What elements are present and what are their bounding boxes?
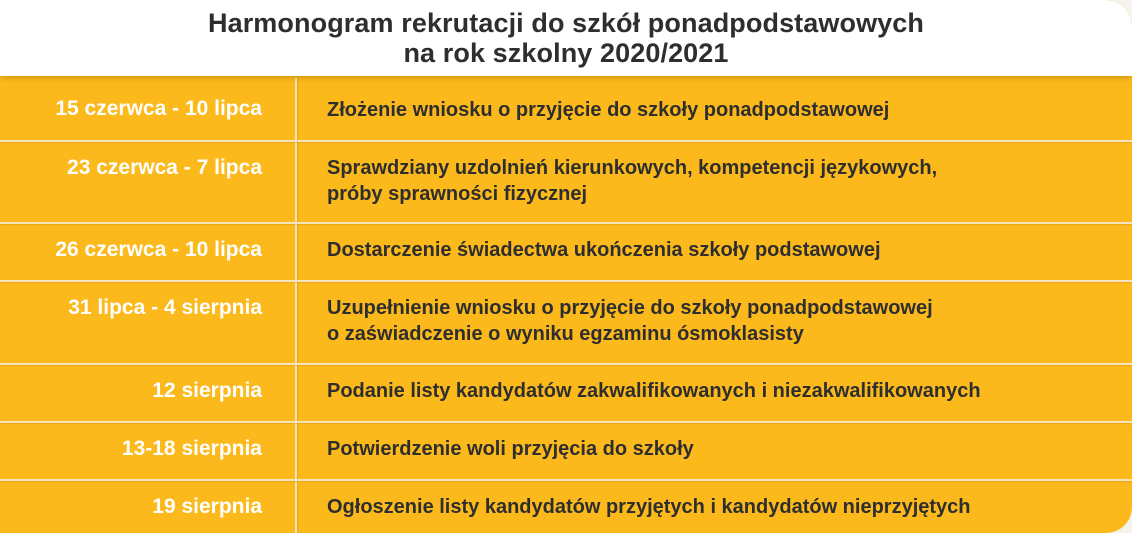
row-date: 12 sierpnia: [152, 379, 262, 402]
row-date: 31 lipca - 4 sierpnia: [68, 296, 262, 319]
row-description: Sprawdziany uzdolnień kierunkowych, kompetencji językowych, próby sprawności fizycznej: [327, 157, 938, 205]
table-row: [0, 78, 1132, 140]
table-row: [0, 142, 1132, 222]
row-description: Złożenie wniosku o przyjęcie do szkoły ponadpodstawowej: [327, 99, 890, 121]
row-date: 26 czerwca - 10 lipca: [55, 238, 262, 261]
schedule-table: [0, 78, 1132, 533]
table-row: [0, 481, 1132, 533]
row-date: 19 sierpnia: [152, 495, 262, 518]
table-row: [0, 224, 1132, 280]
table-row: [0, 365, 1132, 421]
row-description: Potwierdzenie woli przyjęcia do szkoły: [327, 438, 694, 460]
table-row: [0, 423, 1132, 479]
row-date: 23 czerwca - 7 lipca: [67, 156, 262, 179]
page-title: Harmonogram rekrutacji do szkół ponadpodstawowych na rok szkolny 2020/2021: [207, 8, 925, 68]
row-date: 15 czerwca - 10 lipca: [55, 97, 262, 120]
row-description: Podanie listy kandydatów zakwalifikowanych i niezakwalifikowanych: [327, 380, 981, 402]
row-description: Dostarczenie świadectwa ukończenia szkoły podstawowej: [327, 239, 881, 261]
row-description: Uzupełnienie wniosku o przyjęcie do szkoły ponadpodstawowej o zaświadczenie o wyniku egzaminu ósmoklasisty: [327, 297, 933, 345]
table-row: [0, 282, 1132, 363]
header: [0, 0, 1132, 76]
row-description: Ogłoszenie listy kandydatów przyjętych i kandydatów nieprzyjętych: [327, 496, 971, 518]
row-date: 13-18 sierpnia: [121, 437, 262, 460]
